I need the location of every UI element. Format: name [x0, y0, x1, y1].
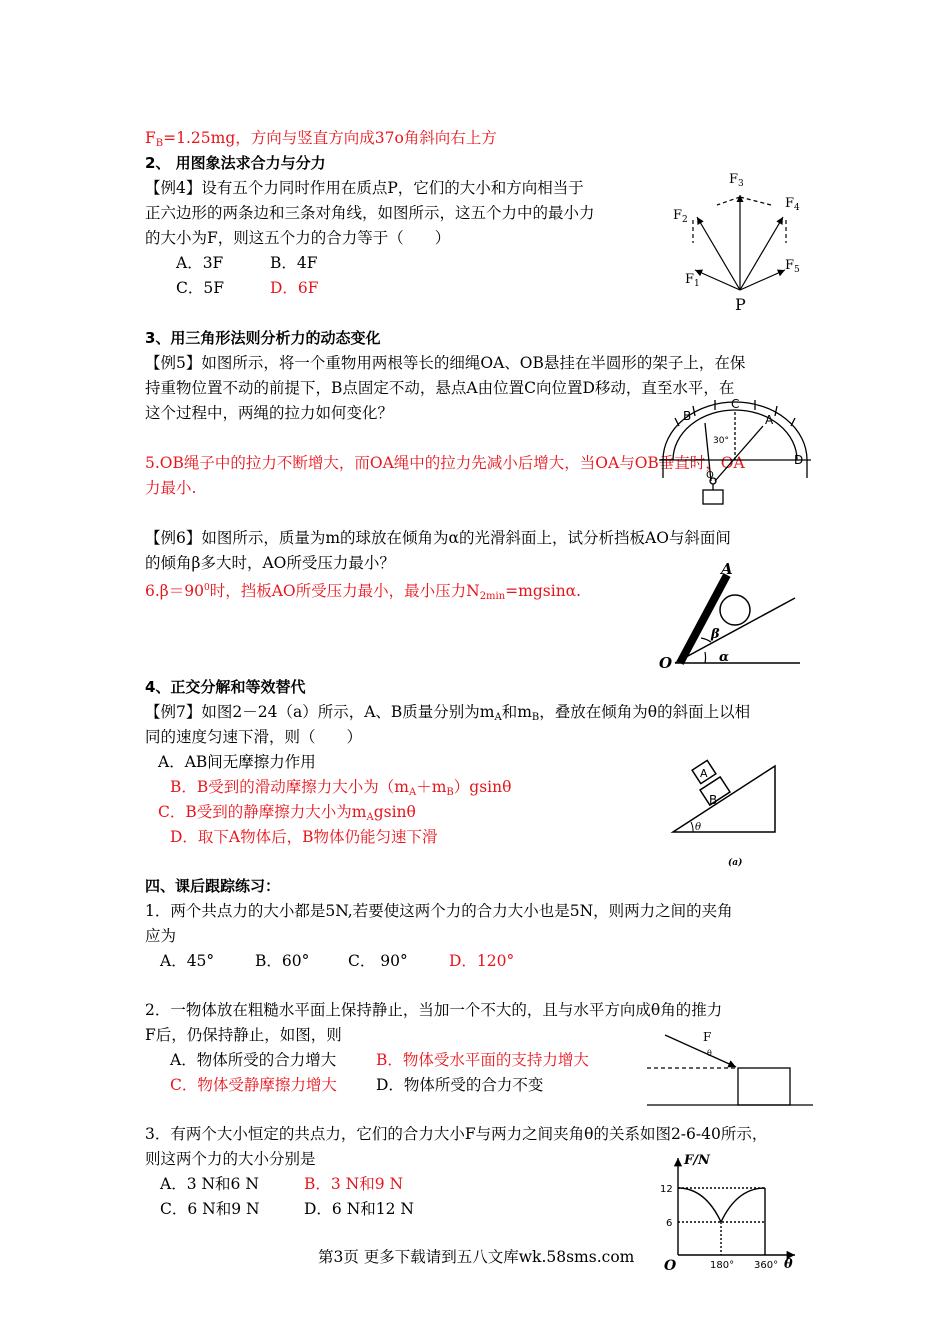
chart-ylabel: F/N [684, 1153, 710, 1168]
label-alpha: α [719, 650, 730, 665]
label-B: B [683, 409, 692, 423]
q3-option-c: C．6 N和9 N [160, 1200, 260, 1218]
q3-line: 则这两个力的大小分别是 [145, 1150, 316, 1168]
label-D: D [794, 453, 804, 467]
label-O: O [659, 654, 673, 672]
hexagon-force-figure [665, 165, 815, 315]
label-A: A [721, 560, 733, 578]
ex6-answer: $6.\beta=90^0$时，挡板AO所受压力最小，最小压力$N_{2min}=mgsin\alpha$. [145, 582, 582, 602]
section-2-heading: 2、 用图象法求合力与分力 [145, 154, 326, 172]
section-5-heading: 四、课后跟踪练习： [145, 877, 281, 895]
ex4-line: 的大小为F，则这五个力的合力等于（ ） [145, 229, 451, 247]
label-F: F [703, 1030, 712, 1044]
q2-line: 2．一物体放在粗糙水平面上保持静止，当加一个不大的，且与水平方向成θ角的推力 [145, 1001, 723, 1019]
ex4-option-d: D．6F [270, 279, 319, 297]
label-F4: $F_4$ [785, 196, 800, 213]
push-block-figure [645, 1025, 815, 1110]
q3-option-d: D．6 N和12 N [304, 1200, 414, 1218]
label-theta: θ [695, 822, 702, 833]
label-A: A [700, 767, 708, 780]
label-F2: $F_2$ [673, 208, 688, 225]
chart-origin: O [664, 1258, 677, 1274]
ex7-option-a: A．AB间无摩擦力作用 [158, 753, 316, 771]
ex4-option-b: B．4F [270, 254, 318, 272]
label-P: P [735, 295, 746, 314]
q1-option-b: B．60° [255, 952, 310, 970]
ex5-answer-line: 5.OB绳子中的拉力不断增大，而OA绳中的拉力先减小后增大，当OA与OB垂直时，OA [145, 454, 745, 472]
ex7-line-2: 同的速度匀速下滑，则（ ） [145, 728, 363, 746]
label-B: B [709, 793, 718, 807]
ex5-line: 这个过程中，两绳的拉力如何变化？ [145, 404, 394, 422]
top-answer: $F_B=1.25mg$，方向与竖直方向成37o角斜向右上方 [145, 129, 497, 149]
q2-option-c: C．物体受静摩擦力增大 [170, 1076, 337, 1094]
stacked-blocks-figure [665, 752, 785, 872]
label-F3: $F_3$ [729, 172, 744, 189]
label-F5: $F_5$ [785, 258, 800, 275]
q1-option-c: C． 90° [348, 952, 408, 970]
incline-ball-figure [655, 560, 805, 672]
q2-line: F后，仍保持静止，如图，则 [145, 1026, 342, 1044]
ex7-option-d: D．取下A物体后，B物体仍能匀速下滑 [170, 828, 438, 846]
label-C: C [731, 398, 740, 411]
ex5-answer-line: 力最小. [145, 479, 197, 497]
q1-option-a: A．45° [160, 952, 215, 970]
label-30: 30° [713, 436, 729, 446]
label-O: O [706, 470, 714, 481]
ex7-line-1: 【例7】如图2－24（a）所示，A、B质量分别为$m_A$和$m_B$，叠放在倾角为θ的斜面上以相 [145, 703, 751, 723]
chart-tick-360: 360° [754, 1260, 779, 1271]
chart-tick-6: 6 [666, 1218, 673, 1229]
ex4-option-c: C．5F [176, 279, 224, 297]
ex7-option-c: C．B受到的静摩擦力大小为$m_Agsin\theta$ [158, 803, 416, 823]
ex4-line: 正六边形的两条边和三条对角线，如图所示，这五个力中的最小力 [145, 204, 595, 222]
ex6-line: 的倾角β多大时，AO所受压力最小？ [145, 554, 395, 572]
f-theta-chart [660, 1150, 800, 1275]
ex4-option-a: A．3F [176, 254, 224, 272]
semicircle-frame-figure [655, 398, 815, 510]
ex5-line: 【例5】如图所示，将一个重物用两根等长的细绳OA、OB悬挂在半圆形的架子上，在保 [145, 354, 746, 372]
q2-option-a: A．物体所受的合力增大 [170, 1051, 337, 1069]
caption-a: (a) [728, 858, 743, 868]
q1-line: 1．两个共点力的大小都是5N,若要使这两个力的合力大小也是5N，则两力之间的夹角 [145, 902, 733, 920]
q1-option-d: D．120° [449, 952, 515, 970]
q3-line: 3．有两个大小恒定的共点力，它们的合力大小F与两力之间夹角θ的关系如图2-6-40所示， [145, 1125, 768, 1143]
ex5-line: 持重物位置不动的前提下，B点固定不动，悬点A由位置C向位置D移动，直至水平，在 [145, 379, 735, 397]
label-A: A [765, 413, 774, 427]
chart-tick-180: 180° [710, 1260, 735, 1271]
ex6-line: 【例6】如图所示，质量为m的球放在倾角为α的光滑斜面上，试分析挡板AO与斜面间 [145, 529, 731, 547]
q2-option-d: D．物体所受的合力不变 [376, 1076, 544, 1094]
label-F1: $F_1$ [685, 272, 700, 289]
chart-tick-12: 12 [660, 1184, 673, 1195]
q1-line: 应为 [145, 927, 177, 945]
section-3-heading: 3、用三角形法则分析力的动态变化 [145, 329, 381, 347]
label-beta: β [711, 627, 720, 642]
section-4-heading: 4、正交分解和等效替代 [145, 678, 306, 696]
chart-xlabel: θ [784, 1257, 793, 1272]
q3-option-b: B．3 N和9 N [304, 1175, 404, 1193]
q3-option-a: A．3 N和6 N [160, 1175, 259, 1193]
ex7-option-b: B．B受到的滑动摩擦力大小为$(m_A+m_B)gsin\theta$ [170, 778, 512, 798]
page-footer: 第3页 更多下载请到五八文库wk.58sms.com [318, 1248, 635, 1266]
q2-option-b: B．物体受水平面的支持力增大 [376, 1051, 589, 1069]
ex4-line: 【例4】设有五个力同时作用在质点P，它们的大小和方向相当于 [145, 179, 584, 197]
label-theta: θ [707, 1049, 712, 1058]
